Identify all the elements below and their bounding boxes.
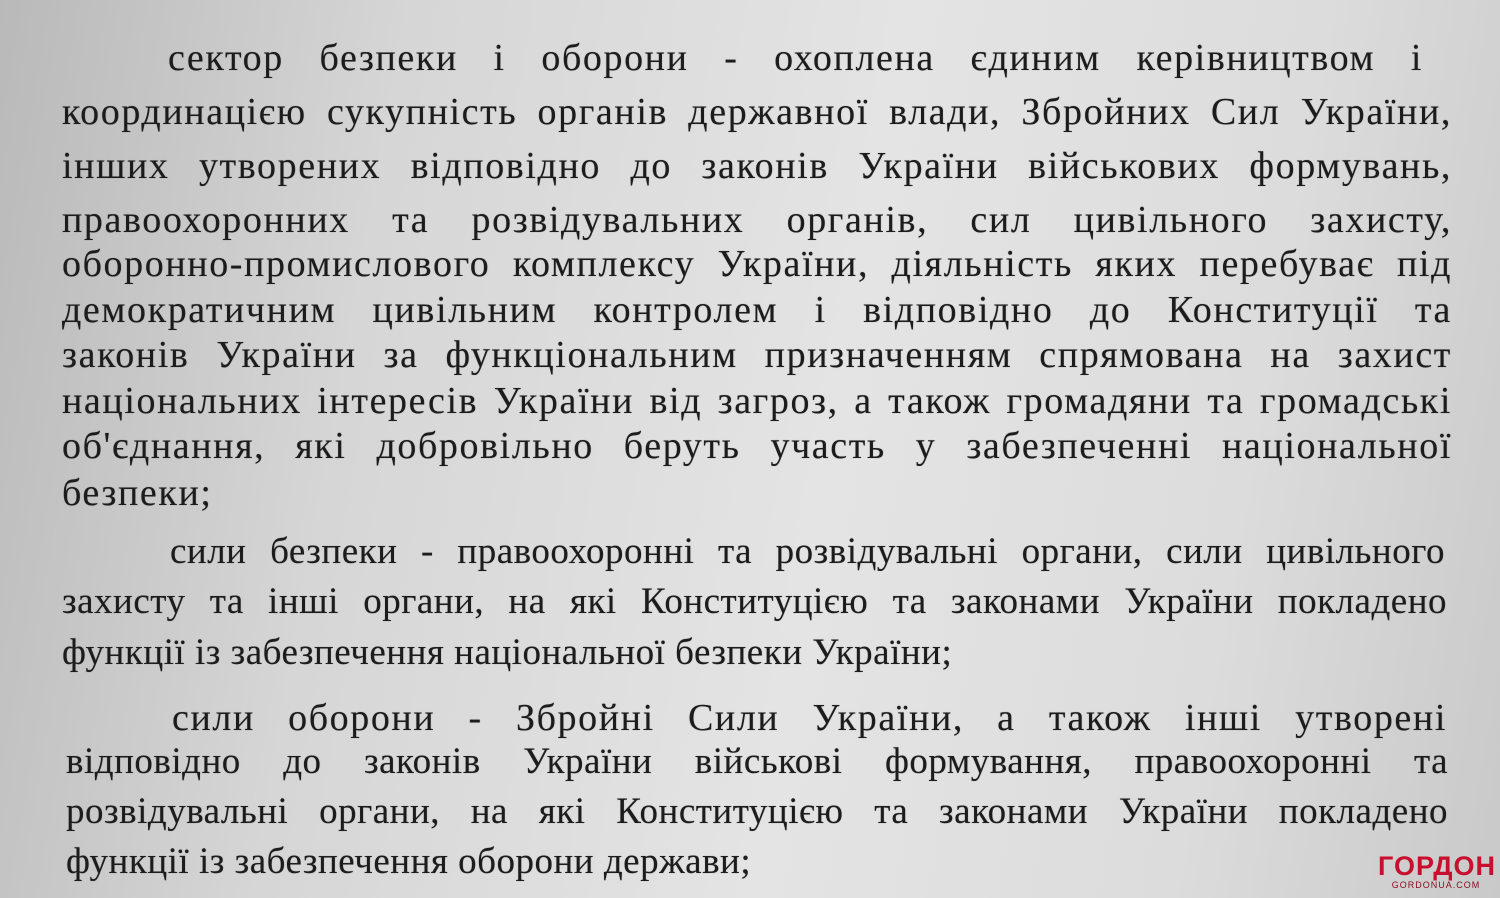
text-line: сектор безпеки і оборони - охоплена єдиним керівництвом і [168,37,1423,79]
text-line: сили безпеки - правоохоронні та розвідувальні органи, сили цивільного [170,531,1445,572]
watermark-site: GORDONUA.COM [1391,880,1481,890]
text-line: інших утворених відповідно до законів України військових формувань, [62,145,1452,187]
text-line: безпеки; [62,472,213,514]
gordon-watermark-logo [1378,852,1494,890]
text-line: захисту та інші органи, на які Конституцією та законами України покладено [62,581,1447,622]
text-line: національних інтересів України від загроз, а також громадяни та громадські [62,380,1452,422]
text-line: об'єднання, які добровільно беруть участь у забезпеченні національної [62,425,1452,467]
text-line: законів України за функціональним призначенням спрямована на захист [62,334,1452,376]
text-line: оборонно-промислового комплексу України, діяльність яких перебуває під [62,243,1452,285]
text-line: функції із забезпечення національної безпеки України; [62,632,953,673]
text-line: розвідувальні органи, на які Конституцією та законами України покладено [66,791,1448,832]
text-line: демократичним цивільним контролем і відповідно до Конституції та [62,289,1452,331]
text-line: сили оборони - Збройні Сили України, а також інші утворені [172,697,1447,739]
text-line: правоохоронних та розвідувальних органів, сил цивільного захисту, [62,199,1452,241]
text-line: функції із забезпечення оборони держави; [66,841,752,882]
text-line: координацією сукупність органів державної влади, Збройних Сил України, [62,91,1452,133]
watermark-brand: ГОРДОН [1378,851,1496,881]
text-line: відповідно до законів України військові формування, правоохоронні та [66,741,1448,782]
